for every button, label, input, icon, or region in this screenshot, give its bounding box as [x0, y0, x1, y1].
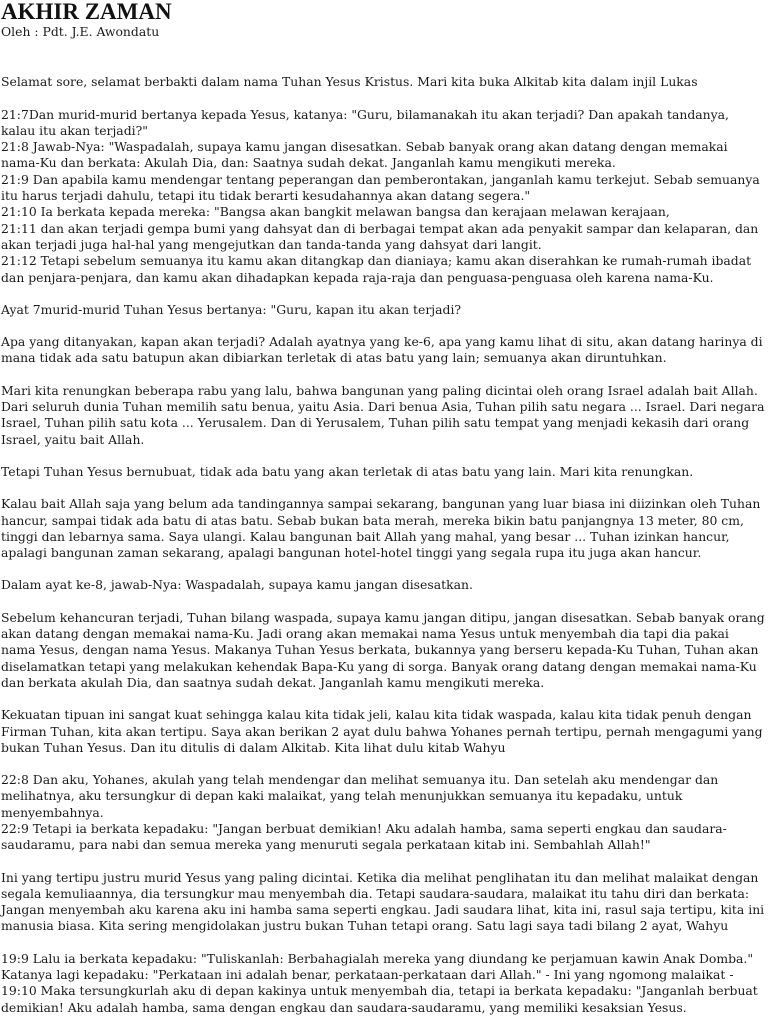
paragraph	[1, 334, 766, 367]
paragraph	[1, 707, 766, 756]
text-line: Kalau bait Allah saja yang belum ada tandingannya sampai sekarang, bangunan yang luar biasa ini diizinkan oleh Tuhan hancur, sampai tidak ada batu di atas batu. Sebab bukan bata merah, mereka bikin batu panjangnya 13 meter, 80 cm, tinggi dan lebarnya sama. Saya ulangi. Kalau bangunan bait Allah yang mahal, yang besar ... Tuhan izinkan hancur, apalagi bangunan zaman sekarang, apalagi bangunan hotel-hotel tinggi yang segala rupa itu juga akan hancur.	[1, 496, 761, 561]
paragraph	[1, 464, 766, 480]
text-line: Dalam ayat ke-8, jawab-Nya: Waspadalah, supaya kamu jangan disesatkan.	[1, 577, 473, 593]
paragraph	[1, 772, 766, 853]
author-line: Oleh : Pdt. J.E. Awondatu	[1, 24, 160, 39]
text-line: Mari kita renungkan beberapa rabu yang lalu, bahwa bangunan yang paling dicintai oleh orang Israel adalah bait Allah. Dari seluruh dunia Tuhan memilih satu benua, yaitu Asia. Dari benua Asia, Tuhan pilih satu negara ... Israel. Dari negara Israel, Tuhan pilih satu kota ... Yerusalem. Dan di Yerusalem, Tuhan pilih satu tempat yang menjadi kekasih dari orang Israel, yaitu bait Allah.	[1, 382, 765, 447]
paragraph	[1, 610, 766, 691]
text-line: 19:9 Lalu ia berkata kepadaku: "Tuliskanlah: Berbahagialah mereka yang diundang ke perjamuan kawin Anak Domba." Katanya lagi kepadaku: "Perkataan ini adalah benar, perkataan-perkataan dari Allah." - Ini yang ngomong malaikat -	[1, 950, 754, 983]
paragraph	[1, 107, 766, 286]
document-title: AKHIR ZAMAN	[1, 0, 172, 24]
text-line: Sebelum kehancuran terjadi, Tuhan bilang waspada, supaya kamu jangan ditipu, jangan disesatkan. Sebab banyak orang akan datang dengan memakai nama-Ku. Jadi orang akan memakai nama Yesus untuk menyembah dia tapi dia pakai nama Yesus, dengan nama Yesus. Makanya Tuhan Yesus berkata, bukannya yang berseru kepada-Ku Tuhan, Tuhan akan diselamatkan tetapi yang melakukan kehendak Bapa-Ku yang di sorga. Banyak orang datang dengan memakai nama-Ku dan berkata akulah Dia, dan saatnya sudah dekat. Janganlah kamu mengikuti mereka.	[1, 609, 765, 690]
paragraph	[1, 74, 766, 90]
text-line: Kekuatan tipuan ini sangat kuat sehingga kalau kita tidak jeli, kalau kita tidak waspada, kalau kita tidak penuh dengan Firman Tuhan, kita akan tertipu. Saya akan berikan 2 ayat dulu bahwa Yohanes pernah tertipu, pernah mengagumi yang bukan Tuhan Yesus. Dan itu ditulis di dalam Alkitab. Kita lihat dulu kitab Wahyu	[1, 707, 763, 755]
document-body	[1, 74, 766, 1016]
text-line: 19:10 Maka tersungkurlah aku di depan kakinya untuk menyembah dia, tetapi ia berkata kepadaku: "Janganlah berbuat demikian! Aku adalah hamba, sama dengan engkau dan saudara-saudaramu, yang memiliki kesaksian Yesus.	[1, 983, 758, 1015]
paragraph	[1, 951, 766, 1016]
paragraph	[1, 577, 766, 593]
text-line: 21:12 Tetapi sebelum semuanya itu kamu akan ditangkap dan dianiaya; kamu akan diserahkan ke rumah-rumah ibadat dan penjara-penjara, dan kamu akan dihadapkan kepada raja-raja dan penguasa-penguasa oleh karena nama-Ku.	[1, 253, 752, 285]
paragraph	[1, 870, 766, 935]
text-line: 21:8 Jawab-Nya: "Waspadalah, supaya kamu jangan disesatkan. Sebab banyak orang akan datang dengan memakai nama-Ku dan berkata: Akulah Dia, dan: Saatnya sudah dekat. Janganlah kamu mengikuti mereka.	[1, 139, 728, 171]
text-line: Ini yang tertipu justru murid Yesus yang paling dicintai. Ketika dia melihat penglihatan itu dan melihat malaikat dengan segala kemuliaannya, dia tersungkur mau menyembah dia. Tetapi saudara-saudara, malaikat itu tahu diri dan berkata: Jangan menyembah aku karena aku ini hamba sama seperti engkau. Jadi saudara lihat, kita ini, rasul saja tertipu, kita ini manusia biasa. Kita sering mengidolakan justru bukan Tuhan tetapi orang. Satu lagi saya tadi bilang 2 ayat, Wahyu	[1, 869, 765, 934]
paragraph	[1, 302, 766, 318]
text-line: 22:8 Dan aku, Yohanes, akulah yang telah mendengar dan melihat semuanya itu. Dan setelah aku mendengar dan melihatnya, aku tersungkur di depan kaki malaikat, yang telah menunjukkan semuanya itu kepadaku, untuk menyembahnya.	[1, 772, 719, 820]
text-line: 21:10 Ia berkata kepada mereka: "Bangsa akan bangkit melawan bangsa dan kerajaan melawan kerajaan,	[1, 204, 670, 220]
text-line: Ayat 7murid-murid Tuhan Yesus bertanya: "Guru, kapan itu akan terjadi?	[1, 301, 462, 317]
paragraph	[1, 383, 766, 448]
text-line: 21:11 dan akan terjadi gempa bumi yang dahsyat dan di berbagai tempat akan ada penyakit sampar dan kelaparan, dan akan terjadi juga hal-hal yang mengejutkan dan tanda-tanda yang dahsyat dari langit.	[1, 220, 759, 252]
text-line: Apa yang ditanyakan, kapan akan terjadi? Adalah ayatnya yang ke-6, apa yang kamu lihat di situ, akan datang harinya di mana tidak ada satu batupun akan dibiarkan terletak di atas batu yang lain; semuanya akan diruntuhkan.	[1, 334, 763, 366]
paragraph	[1, 496, 766, 561]
text-line: Tetapi Tuhan Yesus bernubuat, tidak ada batu yang akan terletak di atas batu yang lain. Mari kita renungkan.	[1, 463, 694, 479]
text-line: 22:9 Tetapi ia berkata kepadaku: "Jangan berbuat demikian! Aku adalah hamba, sama seperti engkau dan saudara-saudaramu, para nabi dan semua mereka yang menuruti segala perkataan kitab ini. Sembahlah Allah!"	[1, 820, 727, 853]
text-line: 21:9 Dan apabila kamu mendengar tentang peperangan dan pemberontakan, janganlah kamu terkejut. Sebab semuanya itu harus terjadi dahulu, tetapi itu tidak berarti kesudahannya akan datang segera."	[1, 171, 760, 204]
text-line: 21:7Dan murid-murid bertanya kepada Yesus, katanya: "Guru, bilamanakah itu akan terjadi? Dan apakah tandanya, kalau itu akan terjadi?"	[1, 106, 729, 138]
text-line: Selamat sore, selamat berbakti dalam nama Tuhan Yesus Kristus. Mari kita buka Alkitab kita dalam injil Lukas	[1, 74, 698, 90]
